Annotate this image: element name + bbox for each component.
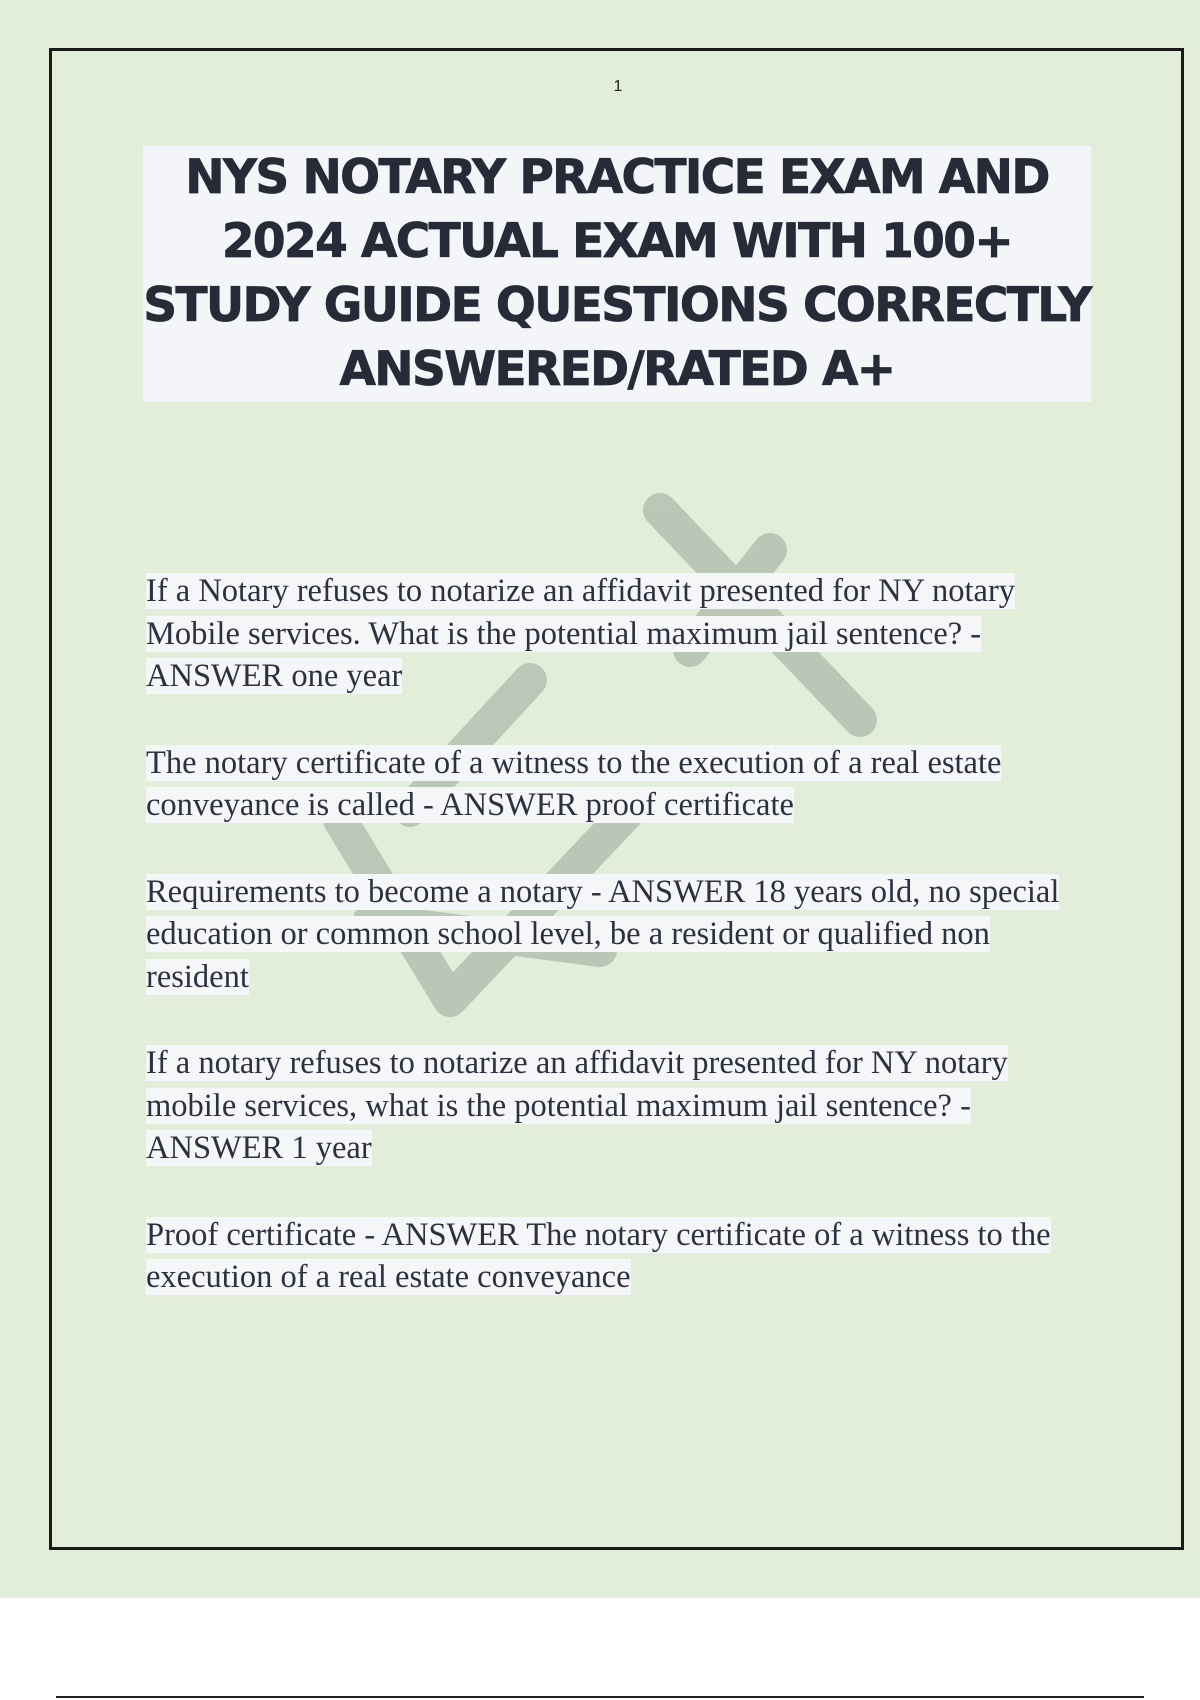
qa-list <box>146 570 1066 1343</box>
qa-item: Proof certificate - ANSWER The notary certificate of a witness to the execution of a real estate conveyance <box>146 1216 1051 1295</box>
footer-divider <box>56 1696 1144 1698</box>
qa-item: The notary certificate of a witness to the execution of a real estate conveyance is called - ANSWER proof certificate <box>146 744 1002 823</box>
qa-item: If a Notary refuses to notarize an affidavit presented for NY notary Mobile services. What is the potential maximum jail sentence? - ANSWER one year <box>146 573 1016 694</box>
document-title: NYS NOTARY PRACTICE EXAM AND 2024 ACTUAL EXAM WITH 100+ STUDY GUIDE QUESTIONS CORRECTLY ANSWERED/RATED A+ <box>143 150 1091 397</box>
qa-item: Requirements to become a notary - ANSWER 18 years old, no special education or common school level, be a resident or qualified non resident <box>146 873 1060 995</box>
title-banner <box>143 146 1091 402</box>
qa-item: If a notary refuses to notarize an affidavit presented for NY notary mobile services, what is the potential maximum jail sentence? - ANSWER 1 year <box>146 1045 1008 1166</box>
page-number: 1 <box>613 78 623 95</box>
